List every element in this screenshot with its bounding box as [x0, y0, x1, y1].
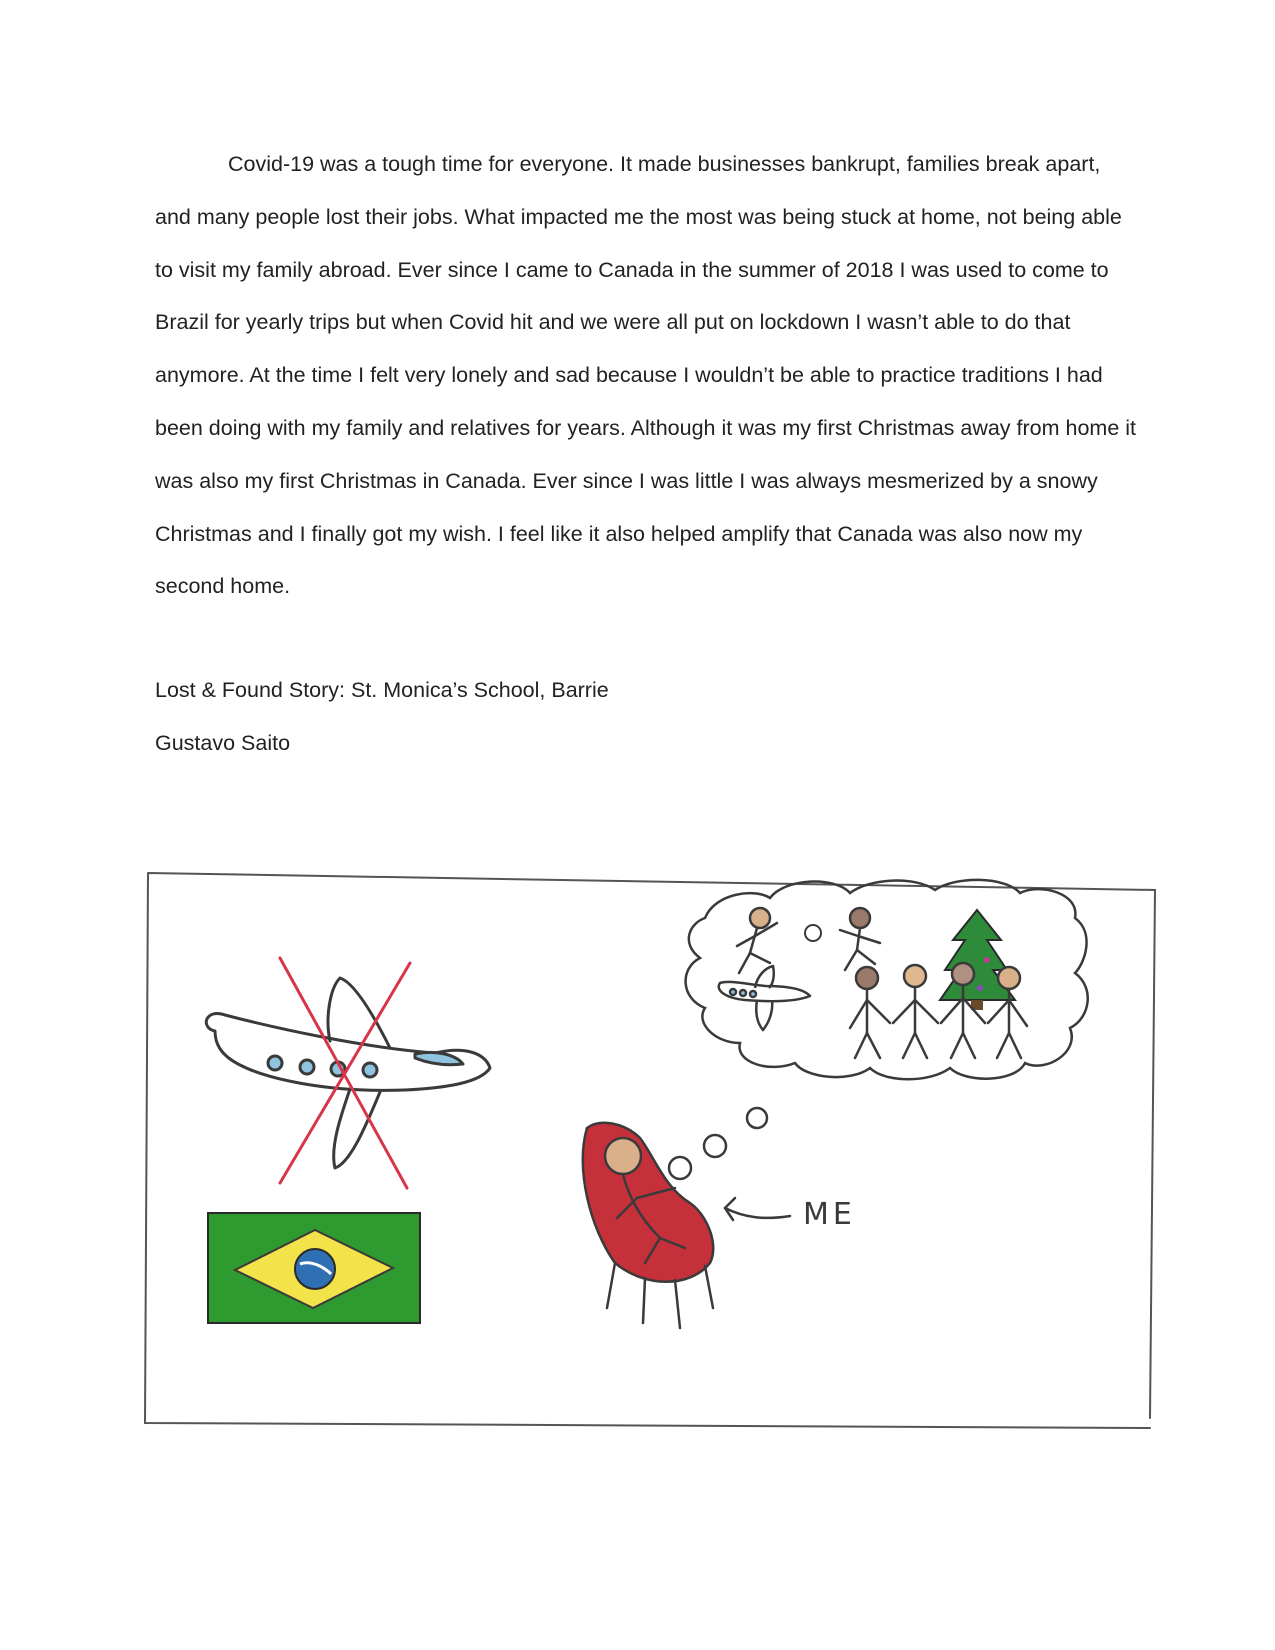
family-member-1	[850, 967, 890, 1058]
small-airplane-drawing	[719, 966, 810, 1030]
airplane-cockpit	[415, 1052, 463, 1064]
me-label: ME	[803, 1197, 856, 1232]
essay-paragraph: Covid-19 was a tough time for everyone. It made businesses bankrupt, families break apart, and many people lost their jobs. What impacted me the most was being stuck at home, not being able to visit my family abroad. Ever since I came to Canada in the summer of 2018 I was used to come to Brazil for yearly trips but when Covid hit and we were all put on lockdown I wasn’t able to do that anymore. At the time I felt very lonely and sad because I wouldn’t be able to practice traditions I had been doing with my family and relatives for years. Although it was my first Christmas away from home it was also my first Christmas in Canada. Ever since I was little I was always mesmerized by a snowy Christmas and I finally got my wish. I feel like it also helped amplify that Canada was also now my second home.	[155, 152, 1137, 599]
christmas-tree-drawing	[940, 910, 1015, 1010]
thought-bubble-3	[669, 1157, 691, 1179]
illustration-svg	[145, 868, 1157, 1438]
brazil-flag-drawing	[208, 1213, 420, 1323]
family-figures	[850, 963, 1027, 1058]
airplane-drawing	[206, 978, 490, 1168]
thought-cloud	[669, 880, 1088, 1179]
family-member-2	[893, 965, 938, 1058]
hand-drawn-illustration	[145, 868, 1157, 1438]
cloud-outline	[686, 880, 1088, 1079]
thought-bubble-2	[704, 1135, 726, 1157]
snowflake-icon	[805, 925, 821, 941]
essay-body	[155, 138, 1140, 613]
airplane-window-4	[363, 1063, 377, 1077]
airplane-window-1	[268, 1056, 282, 1070]
story-credit: Lost & Found Story: St. Monica’s School, Barrie	[155, 678, 609, 702]
red-cross-mark	[280, 958, 410, 1188]
flag-blue-globe	[295, 1249, 335, 1289]
frame-border	[145, 873, 1155, 1428]
dancing-figure-left	[737, 908, 777, 973]
person-head	[605, 1138, 641, 1174]
dancing-figure-right	[840, 908, 880, 970]
thought-bubble-1	[747, 1108, 767, 1128]
author-name: Gustavo Saito	[155, 731, 291, 755]
airplane-window-2	[300, 1060, 314, 1074]
person-in-chair-drawing	[583, 1123, 713, 1328]
arrow-to-me	[725, 1198, 790, 1220]
